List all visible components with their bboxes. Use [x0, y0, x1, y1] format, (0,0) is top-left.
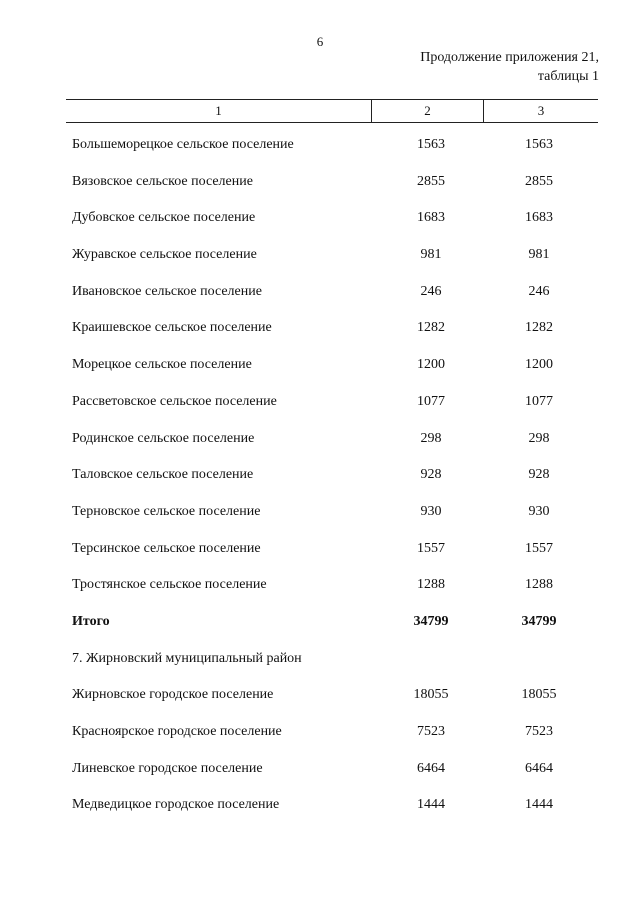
table-row: [0, 237, 640, 274]
row-name: Тростянское сельское поселение: [72, 577, 267, 593]
row-name: Таловское сельское поселение: [72, 467, 254, 483]
row-value-2: 928: [420, 467, 442, 483]
row-name: Ивановское сельское поселение: [72, 283, 262, 299]
table-row: [0, 421, 640, 458]
table-row: [0, 787, 640, 824]
row-value-2: 1288: [417, 577, 445, 593]
table-row: [0, 164, 640, 201]
table-row: [0, 531, 640, 568]
row-value-2: 1444: [417, 797, 445, 813]
row-value-2: 1683: [417, 210, 445, 226]
row-value-2: 246: [420, 283, 442, 299]
row-name: Красноярское городское поселение: [72, 724, 282, 739]
table-row: [0, 127, 640, 164]
table-row: [0, 494, 640, 531]
row-value-2: 298: [420, 430, 442, 446]
table-row: [0, 200, 640, 237]
total-value-3: 34799: [521, 613, 557, 629]
table-body: [0, 127, 640, 824]
row-name: Жирновское городское поселение: [72, 687, 274, 703]
row-value-3: 1563: [525, 137, 553, 152]
table-header: [66, 99, 598, 123]
row-name: Морецкое сельское поселение: [72, 357, 252, 373]
row-name: Вязовское сельское поселение: [72, 173, 253, 189]
total-label: Итого: [72, 613, 110, 629]
table-row: [0, 274, 640, 311]
table-row: [0, 310, 640, 347]
row-value-3: 1200: [525, 357, 553, 373]
row-name: Терсинское сельское поселение: [72, 540, 261, 556]
continuation-note: [420, 48, 599, 86]
row-value-3: 246: [528, 283, 550, 299]
continuation-line-2: таблицы 1: [537, 69, 599, 84]
row-value-3: 1282: [525, 320, 553, 336]
row-value-3: 298: [528, 430, 550, 446]
row-value-2: 7523: [417, 724, 445, 739]
row-value-2: 981: [420, 247, 442, 263]
row-value-2: 6464: [417, 760, 445, 776]
row-value-3: 981: [528, 247, 550, 263]
row-name: Рассветовское сельское поселение: [72, 393, 277, 409]
header-col-1: 1: [66, 100, 372, 122]
section-heading: 7. Жирновский муниципальный район: [72, 650, 302, 666]
table-row: [0, 567, 640, 604]
table-row: [0, 384, 640, 421]
page-number: 6: [316, 34, 324, 49]
table-row: [0, 677, 640, 714]
header-col-3: 3: [537, 103, 545, 118]
row-value-2: 1282: [417, 320, 445, 336]
continuation-line-1: Продолжение приложения 21,: [420, 50, 599, 65]
row-value-2: 18055: [413, 687, 449, 703]
row-name: Дубовское сельское поселение: [72, 210, 256, 226]
row-name: Краишевское сельское поселение: [72, 320, 272, 336]
row-name: Большеморецкое сельское поселение: [72, 137, 294, 152]
table-row: [0, 714, 640, 751]
row-value-3: 1683: [525, 210, 553, 226]
table-row: [0, 347, 640, 384]
row-value-2: 1557: [417, 540, 445, 556]
row-value-3: 930: [528, 503, 550, 519]
row-name: Родинское сельское поселение: [72, 430, 255, 446]
row-name: Терновское сельское поселение: [72, 503, 261, 519]
row-value-2: 2855: [417, 173, 445, 189]
row-value-2: 930: [420, 503, 442, 519]
row-value-2: 1563: [417, 137, 445, 152]
row-value-3: 18055: [521, 687, 557, 703]
row-value-3: 6464: [525, 760, 553, 776]
row-name: Линевское городское поселение: [72, 760, 263, 776]
total-value-2: 34799: [413, 613, 449, 629]
section-heading-row: [0, 641, 640, 678]
row-value-2: 1077: [417, 393, 445, 409]
table-row: [0, 457, 640, 494]
row-name: Журавское сельское поселение: [72, 247, 257, 263]
row-name: Медведицкое городское поселение: [72, 797, 280, 813]
table-row: [0, 751, 640, 788]
header-col-2: 2: [372, 100, 484, 122]
row-value-3: 1077: [525, 393, 553, 409]
row-value-3: 1444: [525, 797, 553, 813]
row-value-3: 2855: [525, 173, 553, 189]
row-value-3: 1288: [525, 577, 553, 593]
total-row: [0, 604, 640, 641]
row-value-3: 7523: [525, 724, 553, 739]
row-value-3: 928: [528, 467, 550, 483]
row-value-3: 1557: [525, 540, 553, 556]
row-value-2: 1200: [417, 357, 445, 373]
